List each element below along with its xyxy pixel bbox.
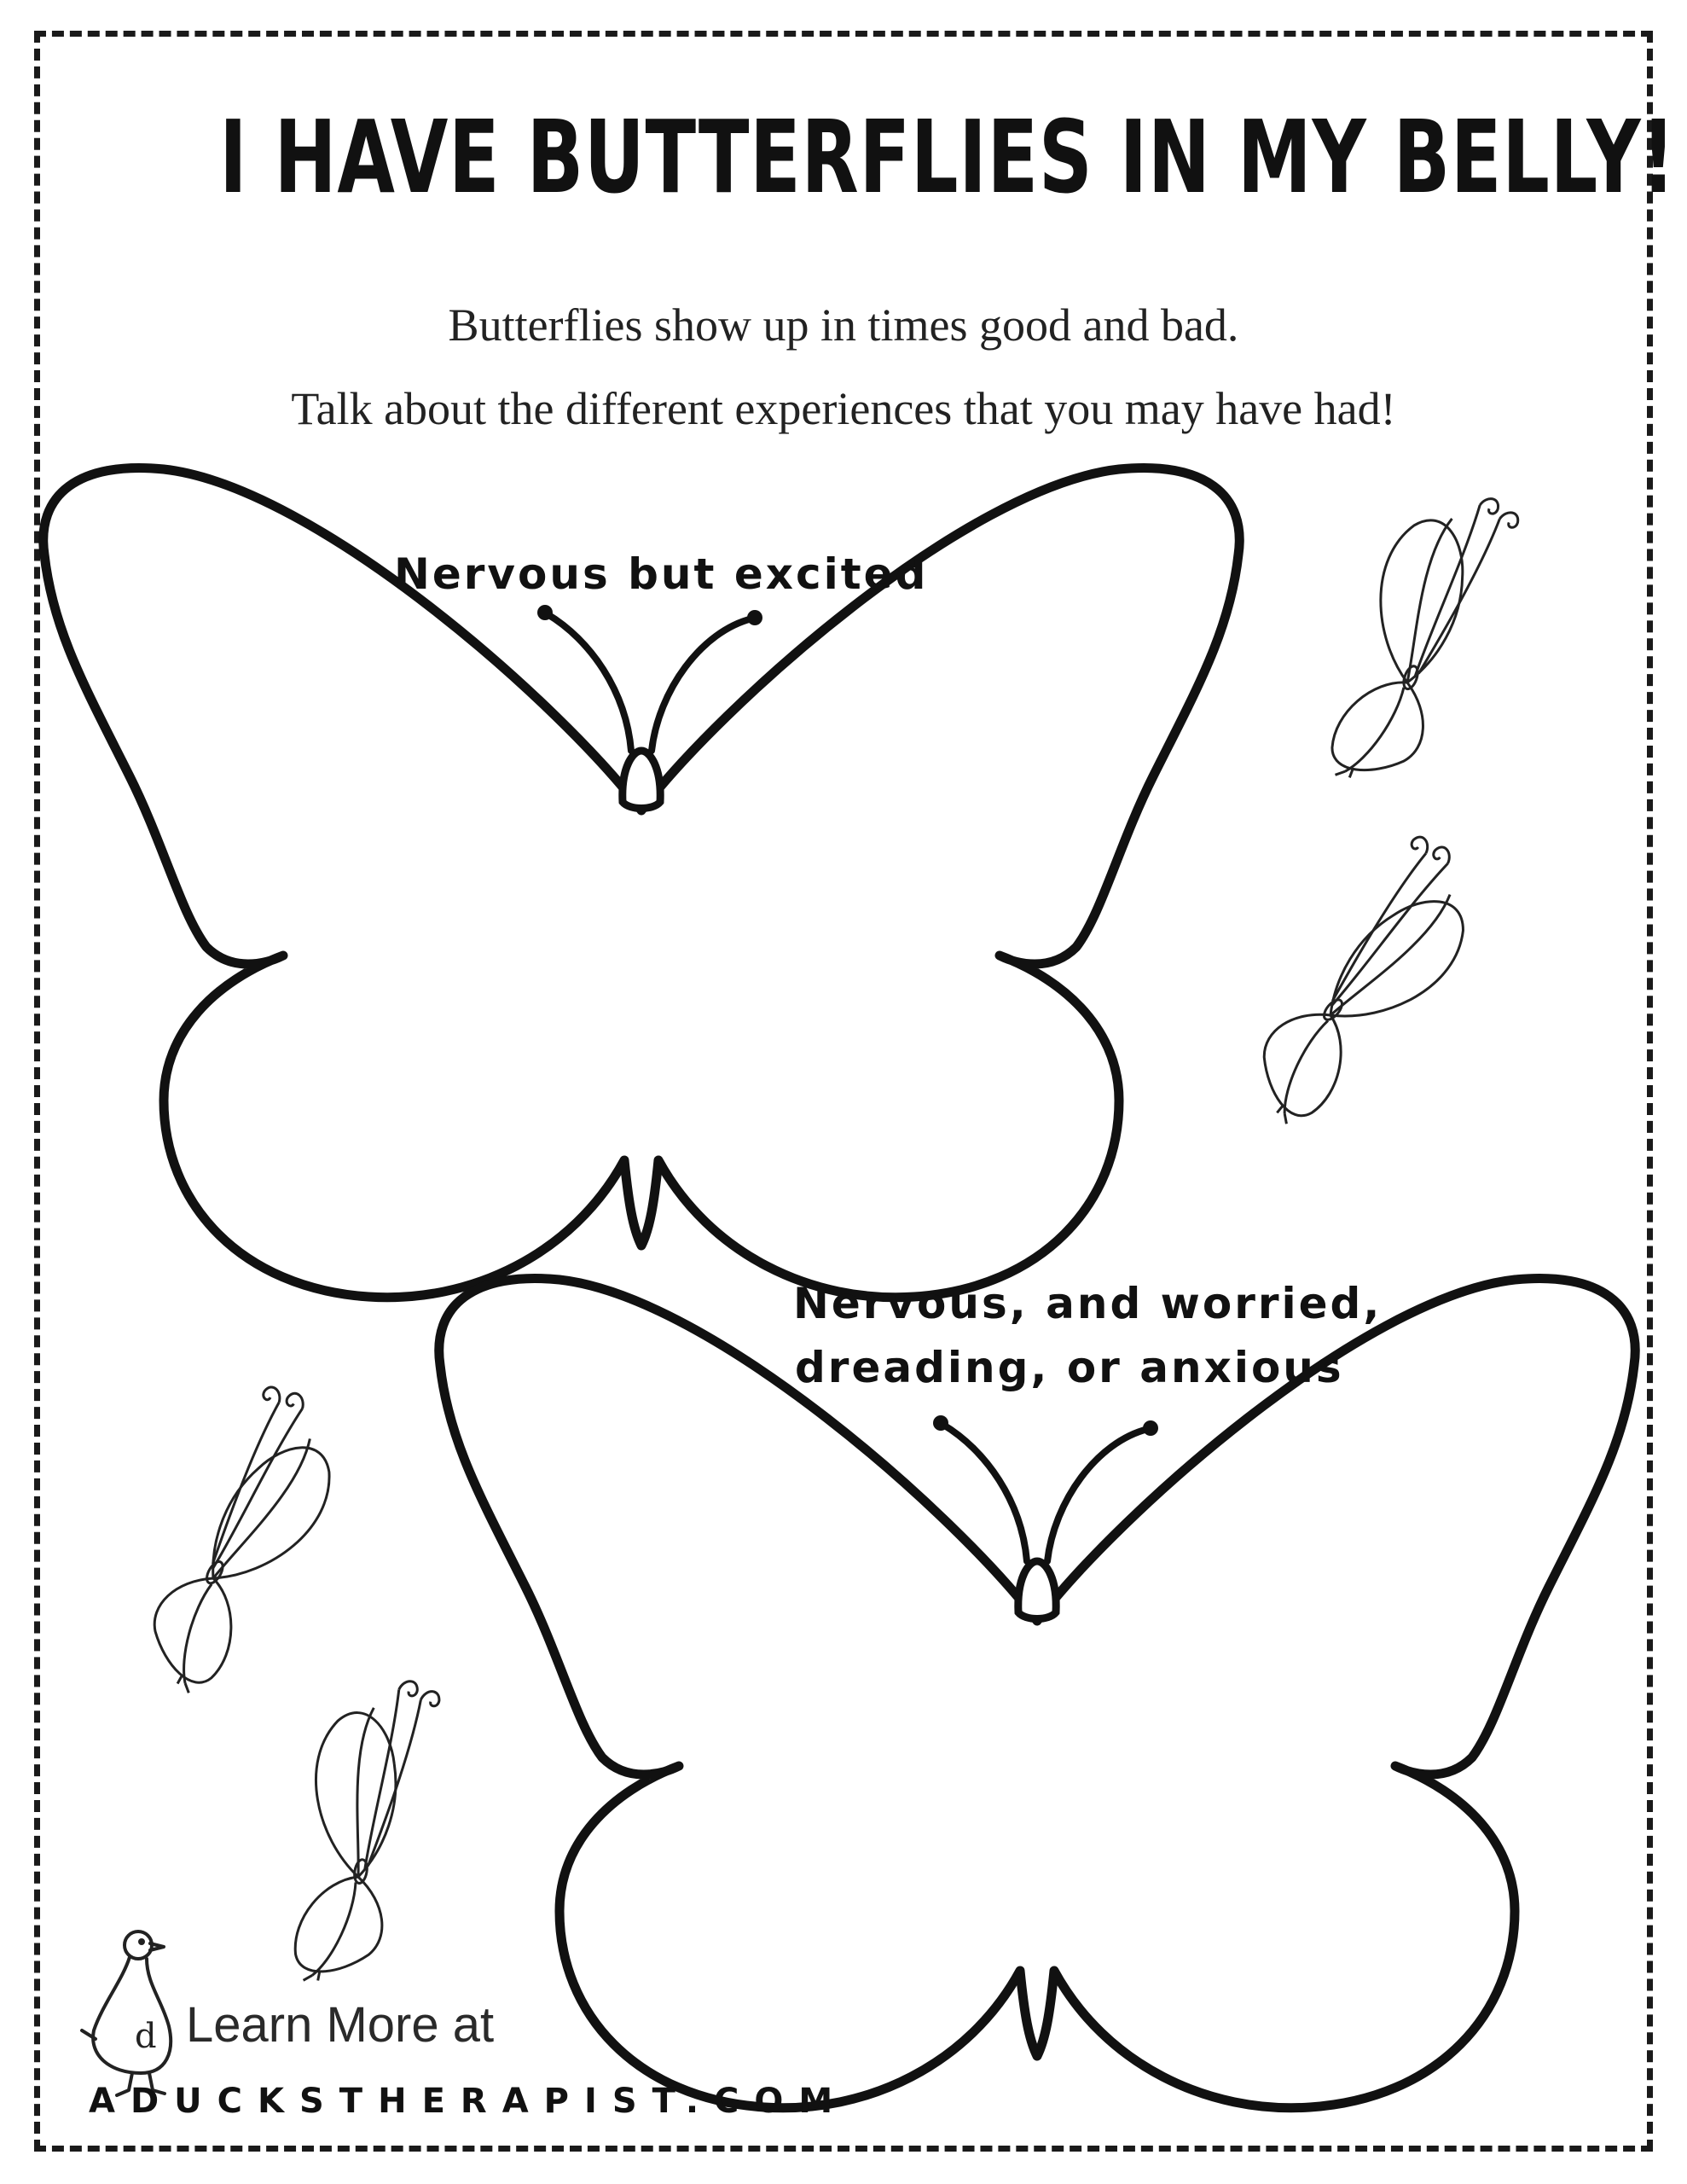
butterfly-bottom-label-line-1: Nervous, and worried, [793, 1279, 1383, 1328]
small-butterfly-icon [1205, 829, 1517, 1125]
small-butterfly-icon [72, 1376, 401, 1695]
duck-icon [82, 1931, 171, 2095]
subtitle-line-1: Butterflies show up in times good and bad. [448, 299, 1239, 351]
svg-text:d: d [135, 2017, 157, 2056]
butterfly-bottom-label-line-2: dreading, or anxious [795, 1343, 1344, 1392]
learn-more-text: Learn More at [186, 1997, 495, 2053]
small-butterfly-icon [219, 1673, 515, 1985]
butterfly-top-label: Nervous but excited [394, 549, 929, 599]
small-butterfly-icon [1293, 495, 1557, 781]
subtitle-line-2: Talk about the different experiences that you may have had! [291, 383, 1396, 434]
page-title: I HAVE BUTTERFLIES IN MY BELLY! [219, 98, 1676, 216]
website-link[interactable]: ADUCKSTHERAPIST.COM [89, 2082, 849, 2121]
butterfly-outline-bottom [439, 1278, 1636, 2107]
